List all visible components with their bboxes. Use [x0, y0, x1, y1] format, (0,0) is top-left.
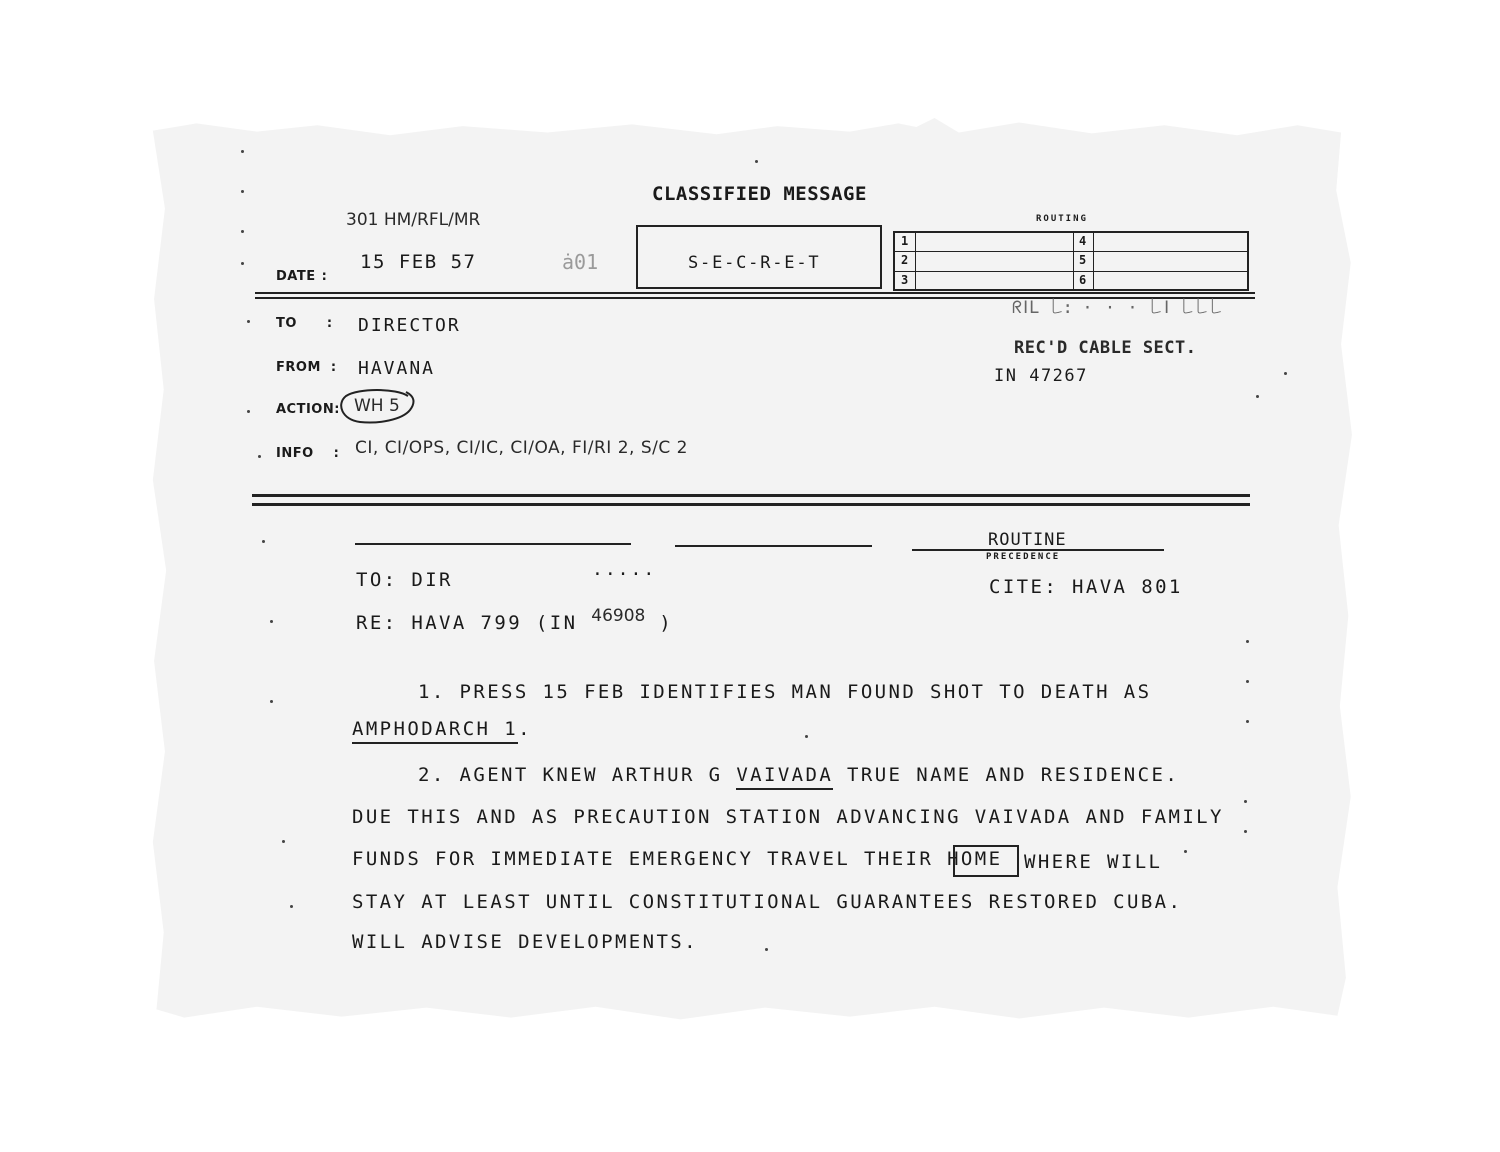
- re-handwritten-number: 46908: [591, 606, 646, 626]
- cryptonym-underlined: AMPHODARCH 1: [352, 718, 518, 744]
- speck: [1244, 800, 1247, 803]
- document-title: CLASSIFIED MESSAGE: [652, 183, 867, 205]
- from-label: FROM: [276, 360, 321, 375]
- to-value: DIRECTOR: [358, 315, 461, 336]
- classification-box: [636, 225, 882, 289]
- routing-number: 2: [901, 253, 909, 267]
- routing-number: 1: [901, 234, 909, 248]
- speck: [241, 230, 244, 233]
- smudged-time-stamp: ᖇꓲᒪ ꒒ꓽ · · · ꒒ꓲ ꒒꒒꒒: [1012, 298, 1225, 318]
- speck: [270, 700, 273, 703]
- action-label: ACTION:: [276, 402, 340, 417]
- reference-code: 301 HM/RFL/MR: [346, 210, 481, 230]
- blank-line: [355, 543, 631, 545]
- routing-number: 3: [901, 273, 909, 287]
- speck: [1246, 680, 1249, 683]
- speck: [1246, 720, 1249, 723]
- speck: [1284, 372, 1287, 375]
- paragraph-1-line-1: 1. PRESS 15 FEB IDENTIFIES MAN FOUND SHOT TO DEATH AS: [418, 681, 1152, 703]
- speck: [262, 540, 265, 543]
- speck: [258, 455, 261, 458]
- action-value: WH 5: [354, 396, 400, 416]
- to-label: TO: [276, 316, 297, 331]
- paragraph-2-line-5: WILL ADVISE DEVELOPMENTS.: [352, 931, 698, 953]
- speck: [765, 948, 768, 951]
- routing-number: 5: [1079, 253, 1087, 267]
- page-background: CLASSIFIED MESSAGE 301 HM/RFL/MR DATE : 15 FEB 57 ȧ01 S-E-C-R-E-T ROUTING 1 2 3 4 5 6 ᖇꓲᒪ ꒒ꓽ · · · ꒒ꓲ ꒒꒒꒒ REC'D CABLE SECT. IN 47267 TO : DIRECTOR FROM : HAVANA ACTION: WH 5 INFO : CI, CI/OPS, CI/IC, CI/OA, FI/RI 2, S/C 2 ROUTINE PRECEDENCE TO: DIR ····· CITE: HAVA 801 RE: HAVA 799 (IN 46908 ) 1. PRESS 15 FEB IDENTIFIES MAN FOUND SHOT TO DEATH AS AMPHODARCH 1. 2. AGENT KNEW ARTHUR G VAIVADA TRUE NAME AND RESIDENCE. DUE THIS AND AS PRECAUTION STATION ADVANCING VAIVADA AND FAMILY FUNDS FOR IMMEDIATE EMERGENCY TRAVEL THEIR HOME WHERE WILL STAY AT LEAST UNTIL CONSTITUTIONAL GUARANTEES RESTORED CUBA. WILL ADVISE DEVELOPMENTS.: [0, 0, 1500, 1152]
- paragraph-2-line-3-end: WHERE WILL: [1024, 851, 1163, 873]
- speck: [241, 262, 244, 265]
- speck: [290, 905, 293, 908]
- re-suffix: ): [659, 612, 674, 634]
- from-value: HAVANA: [358, 358, 436, 379]
- paragraph-2-line-2: DUE THIS AND AS PRECAUTION STATION ADVANCING VAIVADA AND FAMILY: [352, 806, 1224, 828]
- section-divider: [252, 503, 1250, 506]
- re-prefix: RE: HAVA 799 (IN: [356, 612, 578, 634]
- speck: [755, 160, 758, 163]
- speck: [1184, 850, 1187, 853]
- faded-number: ȧ01: [562, 250, 599, 274]
- cite-line: CITE: HAVA 801: [989, 576, 1183, 598]
- paragraph-2-line-1-end: TRUE NAME AND RESIDENCE.: [847, 764, 1180, 786]
- info-label: INFO: [276, 446, 314, 461]
- routing-label: ROUTING: [1036, 214, 1088, 224]
- speck: [805, 735, 808, 738]
- dotted-mark: ·····: [592, 564, 657, 585]
- routing-number: 6: [1079, 273, 1087, 287]
- speck: [270, 620, 273, 623]
- speck: [247, 320, 250, 323]
- speck: [241, 150, 244, 153]
- date-value: 15 FEB 57: [360, 251, 477, 273]
- routing-grid: [893, 231, 1249, 291]
- precedence-label: PRECEDENCE: [986, 552, 1061, 562]
- info-value: CI, CI/OPS, CI/IC, CI/OA, FI/RI 2, S/C 2: [355, 438, 688, 458]
- speck: [1256, 395, 1259, 398]
- precedence-value: ROUTINE: [988, 530, 1067, 550]
- date-label: DATE: [276, 269, 316, 284]
- header-divider: [255, 292, 1255, 294]
- section-divider: [252, 494, 1250, 497]
- paragraph-2-line-1-start: 2. AGENT KNEW ARTHUR G: [418, 764, 723, 786]
- speck: [282, 840, 285, 843]
- redaction-box: [953, 845, 1019, 877]
- paragraph-2-line-4: STAY AT LEAST UNTIL CONSTITUTIONAL GUARANTEES RESTORED CUBA.: [352, 891, 1183, 913]
- blank-line: [675, 545, 872, 547]
- in-number: IN 47267: [994, 366, 1088, 386]
- message-to-line: TO: DIR: [356, 569, 453, 591]
- paragraph-1-end: .: [518, 718, 532, 740]
- speck: [1244, 830, 1247, 833]
- classification-marking: S-E-C-R-E-T: [688, 253, 821, 273]
- speck: [241, 190, 244, 193]
- speck: [247, 410, 250, 413]
- name-underlined: VAIVADA: [736, 764, 833, 790]
- received-stamp: REC'D CABLE SECT.: [1014, 338, 1197, 358]
- speck: [1246, 640, 1249, 643]
- paragraph-2-line-3-start: FUNDS FOR IMMEDIATE EMERGENCY TRAVEL THEIR HOME: [352, 848, 1003, 870]
- routing-number: 4: [1079, 234, 1087, 248]
